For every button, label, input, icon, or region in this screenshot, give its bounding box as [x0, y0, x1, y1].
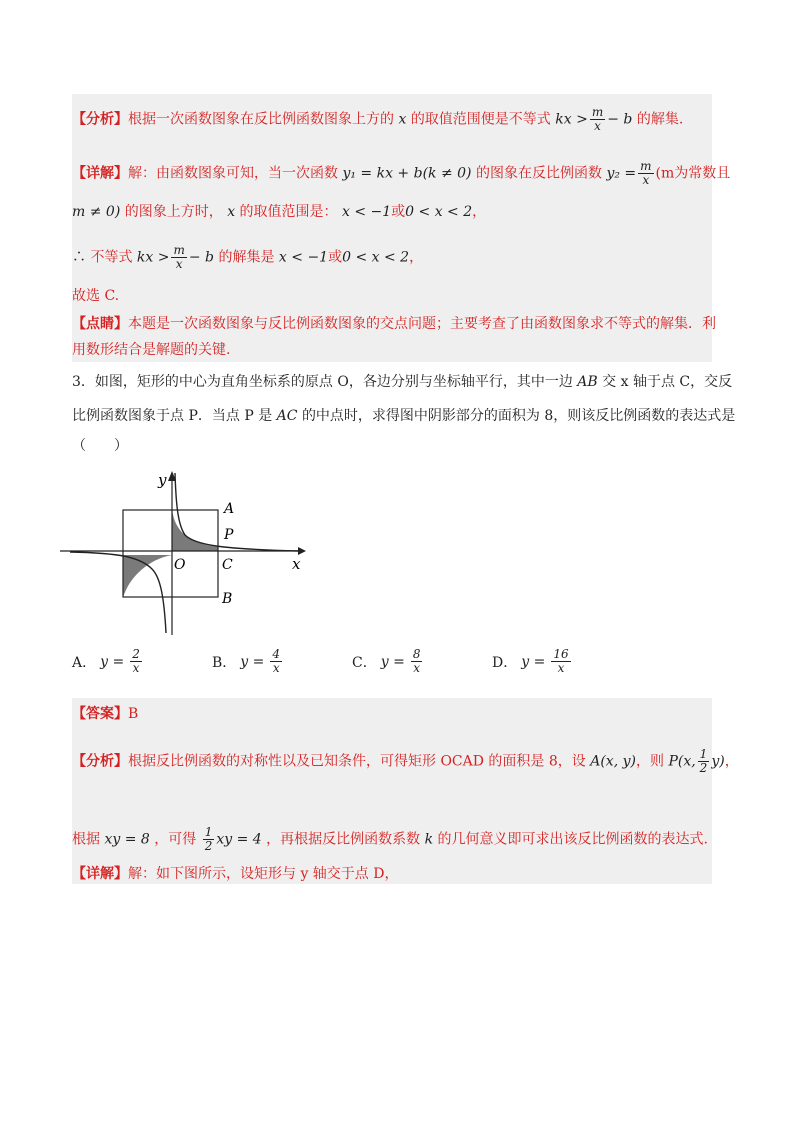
point-p-lhs: P(x,	[668, 753, 696, 770]
point-a: A(x, y)	[590, 753, 636, 770]
concl-rhs: − b	[188, 249, 215, 266]
label-y: y	[158, 471, 167, 489]
coefficient-k: k	[424, 831, 434, 848]
var-x: x	[398, 111, 407, 128]
concl-lhs: kx >	[136, 249, 170, 266]
analysis-text-c: 的解集.	[636, 111, 684, 128]
conclusion-line	[72, 244, 712, 271]
comment-text: 本题是一次函数图象与反比例函数图象的交点问题；主要考查了由函数图象求不等式的解集．利	[128, 316, 716, 332]
punct: ，	[724, 753, 739, 770]
label-a: A	[224, 501, 235, 517]
segment-ab: AB	[577, 374, 598, 390]
detail-text-c: (m为常数且	[655, 165, 731, 182]
analysis2-line-2	[72, 826, 712, 853]
range-1: x < −1	[342, 204, 392, 220]
option-letter: C．	[352, 654, 377, 671]
equation-xy4: xy = 4	[216, 831, 262, 848]
inverse-function-lhs: y₂ =	[606, 165, 637, 182]
question-text: 3．如图，矩形的中心为直角坐标系的原点 O，各边分别与坐标轴平行，其中一边	[72, 374, 573, 390]
var-x-2: x	[227, 204, 236, 220]
label-o: O	[174, 557, 186, 573]
option-lhs: y =	[521, 653, 546, 670]
equation-xy8: xy = 8	[104, 831, 150, 848]
detail2-text: 的图象上方时，	[124, 204, 223, 220]
option-a[interactable]	[72, 648, 144, 675]
option-d[interactable]	[492, 648, 573, 675]
option-c[interactable]	[352, 648, 424, 675]
range-2: 0 < x < 2	[405, 204, 473, 220]
analysis2-l2-text: 根据	[72, 831, 100, 848]
comment-tag: 【点睛】	[72, 316, 128, 332]
segment-ac: AC	[276, 408, 298, 424]
detail2-text: 解：如下图所示，设矩形与 y 轴交于点 D，	[128, 866, 399, 882]
option-fraction: $\frac{4}{x}$	[272, 647, 281, 675]
analysis2-tag: 【分析】	[72, 753, 128, 770]
analysis2-line-1	[72, 747, 739, 775]
question-figure	[60, 465, 320, 640]
hyperbola-upper-branch	[175, 473, 300, 551]
option-fraction: $\frac{2}{x}$	[132, 647, 140, 675]
analysis2-l2-text-b: ，可得	[154, 831, 197, 848]
label-x: x	[292, 555, 301, 573]
concl-range-2: 0 < x < 2	[342, 249, 410, 266]
question-text-2: 比例函数图象于点 P．当点 P 是	[72, 408, 273, 424]
choice-text: 故选 C.	[72, 288, 120, 304]
analysis2-text-b: ，则	[635, 753, 664, 770]
answer-value: B	[128, 706, 139, 722]
comment-text-2: 用数形结合是解题的关键.	[72, 342, 231, 358]
answer-line	[72, 704, 712, 724]
label-p: P	[224, 527, 234, 543]
condition: m ≠ 0)	[72, 204, 121, 220]
inverse-function-fraction: $\frac{m}{x}$	[640, 159, 652, 187]
option-lhs: y =	[100, 653, 125, 670]
concl-or: 或	[328, 249, 343, 266]
conclusion-text: 不等式	[90, 249, 133, 266]
detail-tag: 【详解】	[72, 165, 128, 182]
analysis-tag: 【分析】	[72, 111, 128, 128]
point-p-rhs: y)	[711, 753, 725, 770]
concl-fraction: $\frac{m}{x}$	[173, 243, 185, 271]
punct: ，	[409, 249, 424, 266]
detail2-text-b: 的取值范围是：	[239, 204, 338, 220]
label-c: C	[222, 557, 233, 573]
concl-range-1: x < −1	[278, 249, 329, 266]
label-b: B	[222, 591, 233, 607]
option-lhs: y =	[380, 653, 405, 670]
detail-text-b: 的图象在反比例函数	[475, 165, 602, 182]
analysis2-l2-text-c: ，再根据反比例函数系数	[266, 831, 421, 848]
analysis-text-b: 的取值范围便是不等式	[410, 111, 551, 128]
detail2-tag: 【详解】	[72, 866, 128, 882]
choice-line	[72, 286, 712, 306]
analysis-block-2	[72, 698, 712, 884]
or-text: 或	[391, 204, 406, 220]
ineq-rhs: − b	[607, 111, 633, 128]
ineq-fraction: $\frac{m}{x}$	[591, 105, 604, 133]
conclusion-text-b: 的解集是	[218, 249, 275, 266]
answer-blank: （ ）	[72, 438, 128, 454]
hyperbola-lower-branch	[70, 552, 166, 633]
option-b[interactable]	[212, 648, 284, 675]
answer-tag: 【答案】	[72, 706, 128, 722]
option-letter: B．	[212, 654, 237, 671]
question-text-b: 交 x 轴于点 C，交反	[602, 374, 733, 390]
option-letter: A．	[72, 654, 97, 671]
punct: ，	[472, 204, 487, 220]
linear-function: y₁ = kx + b(k ≠ 0)	[342, 165, 472, 182]
option-lhs: y =	[240, 653, 265, 670]
half-fraction: $\frac{1}{2}$	[204, 825, 213, 853]
option-fraction: $\frac{8}{x}$	[412, 647, 421, 675]
detail-text: 解：由函数图象可知，当一次函数	[128, 165, 338, 182]
analysis2-text: 根据反比例函数的对称性以及已知条件，可得矩形 OCAD 的面积是 8，设	[128, 753, 586, 770]
question-line-3	[72, 436, 712, 456]
comment-line-1	[72, 314, 716, 334]
option-fraction: $\frac{16}{x}$	[553, 647, 569, 675]
analysis-text: 根据一次函数图象在反比例函数图象上方的	[128, 111, 394, 128]
shaded-region-lower	[123, 555, 172, 597]
question-text-2b: 的中点时，求得图中阴影部分的面积为 8，则该反比例函数的表达式是	[301, 408, 736, 424]
option-letter: D．	[492, 654, 518, 671]
question-line-2	[72, 406, 736, 426]
therefore-symbol: ∴	[72, 249, 86, 266]
rectangle	[123, 510, 218, 597]
comment-line-2	[72, 340, 712, 360]
ineq-lhs: kx >	[555, 111, 588, 128]
detail-line-1	[72, 159, 731, 187]
detail2-line	[72, 864, 712, 884]
detail-line-2	[72, 202, 712, 222]
point-p-fraction: $\frac{1}{2}$	[699, 747, 708, 775]
analysis-line	[72, 106, 712, 133]
question-line-1	[72, 372, 733, 392]
options-row	[72, 648, 712, 688]
analysis2-l2-text-d: 的几何意义即可求出该反比例函数的表达式.	[437, 831, 708, 848]
